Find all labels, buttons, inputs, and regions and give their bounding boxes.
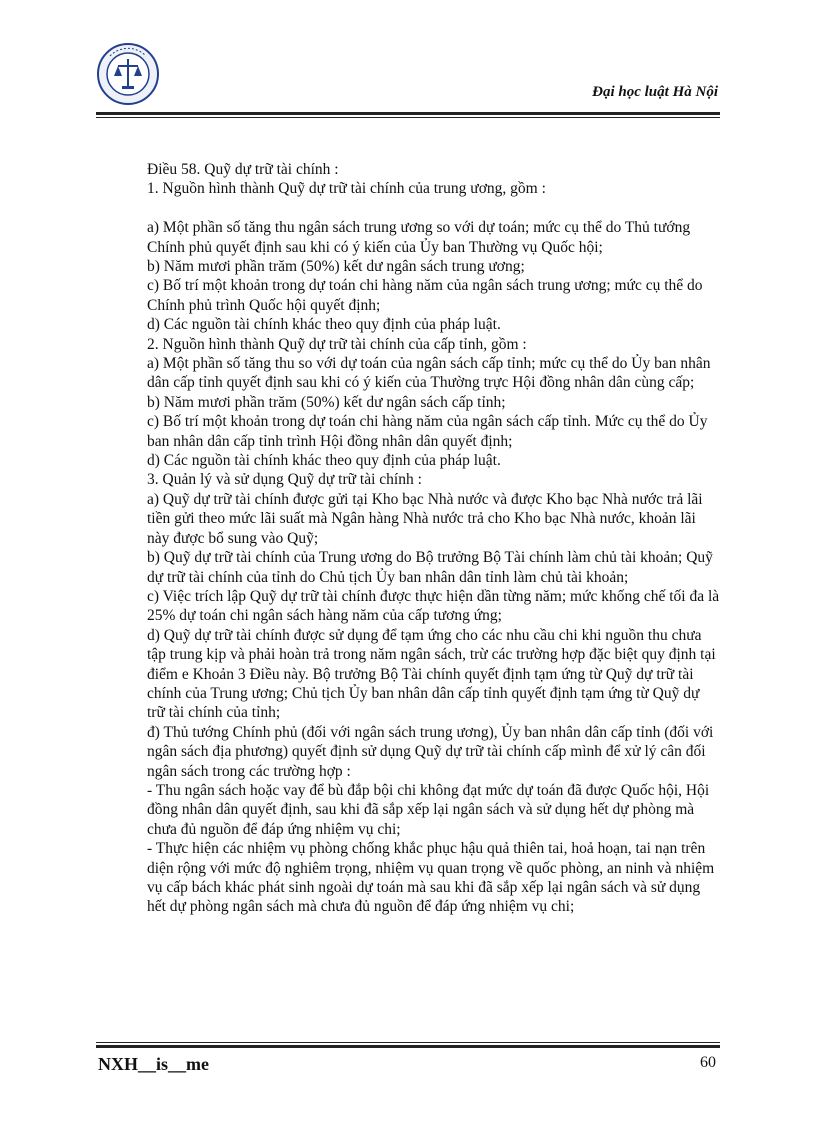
paragraph: 1. Nguồn hình thành Quỹ dự trữ tài chính của trung ương, gồm : <box>147 180 546 198</box>
paragraph: b) Quỹ dự trữ tài chính của Trung ương do Bộ trưởng Bộ Tài chính làm chủ tài khoản; Quỹ dự trữ tài chính của tỉnh do Chủ tịch Ủy ban nhân dân tỉnh làm chủ tài khoản; <box>147 549 713 586</box>
paragraph: a) Một phần số tăng thu so với dự toán của ngân sách cấp tỉnh; mức cụ thể do Ủy ban nhân dân cấp tỉnh quyết định sau khi có ý kiến của Thường trực Hội đồng nhân dân cùng cấp; <box>147 355 711 392</box>
footer-author: NXH__is__me <box>98 1054 209 1074</box>
paragraph: 3. Quản lý và sử dụng Quỹ dự trữ tài chính : <box>147 471 422 489</box>
paragraph: đ) Thủ tướng Chính phủ (đối với ngân sách trung ương), Ủy ban nhân dân cấp tỉnh (đối với ngân sách địa phương) quyết định sử dụng Quỹ dự trữ tài chính cấp mình để xử lý cân đối ngân sách trong các trường hợp : <box>147 723 714 780</box>
footer-divider <box>96 1042 720 1048</box>
paragraph: a) Một phần số tăng thu ngân sách trung ương so với dự toán; mức cụ thể do Thủ tướng Chính phủ quyết định sau khi có ý kiến của Ủy ban Thường vụ Quốc hội; <box>147 219 691 256</box>
paragraph: - Thu ngân sách hoặc vay để bù đắp bội chi không đạt mức dự toán đã được Quốc hội, Hội đồng nhân dân quyết định, sau khi đã sắp xếp lại ngân sách và sử dụng hết dự phòng mà chưa đủ nguồn để đáp ứng nhiệm vụ chi; <box>147 781 710 838</box>
document-body <box>147 160 721 917</box>
paragraph: c) Bố trí một khoản trong dự toán chi hàng năm của ngân sách cấp tỉnh. Mức cụ thể do Ủy ban nhân dân cấp tỉnh trình Hội đồng nhân dân quyết định; <box>147 413 708 450</box>
paragraph: d) Quỹ dự trữ tài chính được sử dụng để tạm ứng cho các nhu cầu chi khi nguồn thu chưa tập trung kịp và phải hoàn trả trong năm ngân sách, trừ các trường hợp đặc biệt quy định tại điểm e Khoản 3 Điều này. Bộ trưởng Bộ Tài chính quyết định tạm ứng từ Quỹ dự trữ tài chính của Trung ương; Chủ tịch Ủy ban nhân dân cấp tỉnh quyết định tạm ứng từ Quỹ dự trữ tài chính của tỉnh; <box>147 626 716 722</box>
paragraph: c) Bố trí một khoản trong dự toán chi hàng năm của ngân sách trung ương; mức cụ thể do Chính phủ trình Quốc hội quyết định; <box>147 277 703 314</box>
paragraph: 2. Nguồn hình thành Quỹ dự trữ tài chính của cấp tỉnh, gồm : <box>147 335 527 353</box>
paragraph: d) Các nguồn tài chính khác theo quy định của pháp luật. <box>147 316 501 334</box>
paragraph: - Thực hiện các nhiệm vụ phòng chống khắc phục hậu quả thiên tai, hoả hoạn, tai nạn trên diện rộng với mức độ nghiêm trọng, nhiệm vụ quan trọng về quốc phòng, an ninh và nhiệm vụ cấp bách khác phát sinh ngoài dự toán mà sau khi đã sắp xếp lại ngân sách và sử dụng hết dự phòng ngân sách mà chưa đủ nguồn để đáp ứng nhiệm vụ chi; <box>147 840 715 916</box>
page-number: 60 <box>700 1054 716 1071</box>
paragraph: a) Quỹ dự trữ tài chính được gửi tại Kho bạc Nhà nước và được Kho bạc Nhà nước trả lãi tiền gửi theo mức lãi suất mà Ngân hàng Nhà nước trả cho Kho bạc Nhà nước, khoản lãi này được bổ sung vào Quỹ; <box>147 490 703 547</box>
header-divider <box>96 112 720 118</box>
header-title: Đại học luật Hà Nội <box>592 84 718 100</box>
paragraph: c) Việc trích lập Quỹ dự trữ tài chính được thực hiện dần từng năm; mức khống chế tối đa là 25% dự toán chi ngân sách hàng năm của cấp tương ứng; <box>147 587 720 625</box>
article-heading: Điều 58. Quỹ dự trữ tài chính : <box>147 161 339 178</box>
paragraph-gap <box>147 199 721 218</box>
paragraph: b) Năm mươi phần trăm (50%) kết dư ngân sách trung ương; <box>147 258 525 276</box>
paragraph: d) Các nguồn tài chính khác theo quy định của pháp luật. <box>147 452 501 470</box>
university-seal-icon <box>96 42 160 106</box>
paragraph: b) Năm mươi phần trăm (50%) kết dư ngân sách cấp tỉnh; <box>147 393 506 411</box>
